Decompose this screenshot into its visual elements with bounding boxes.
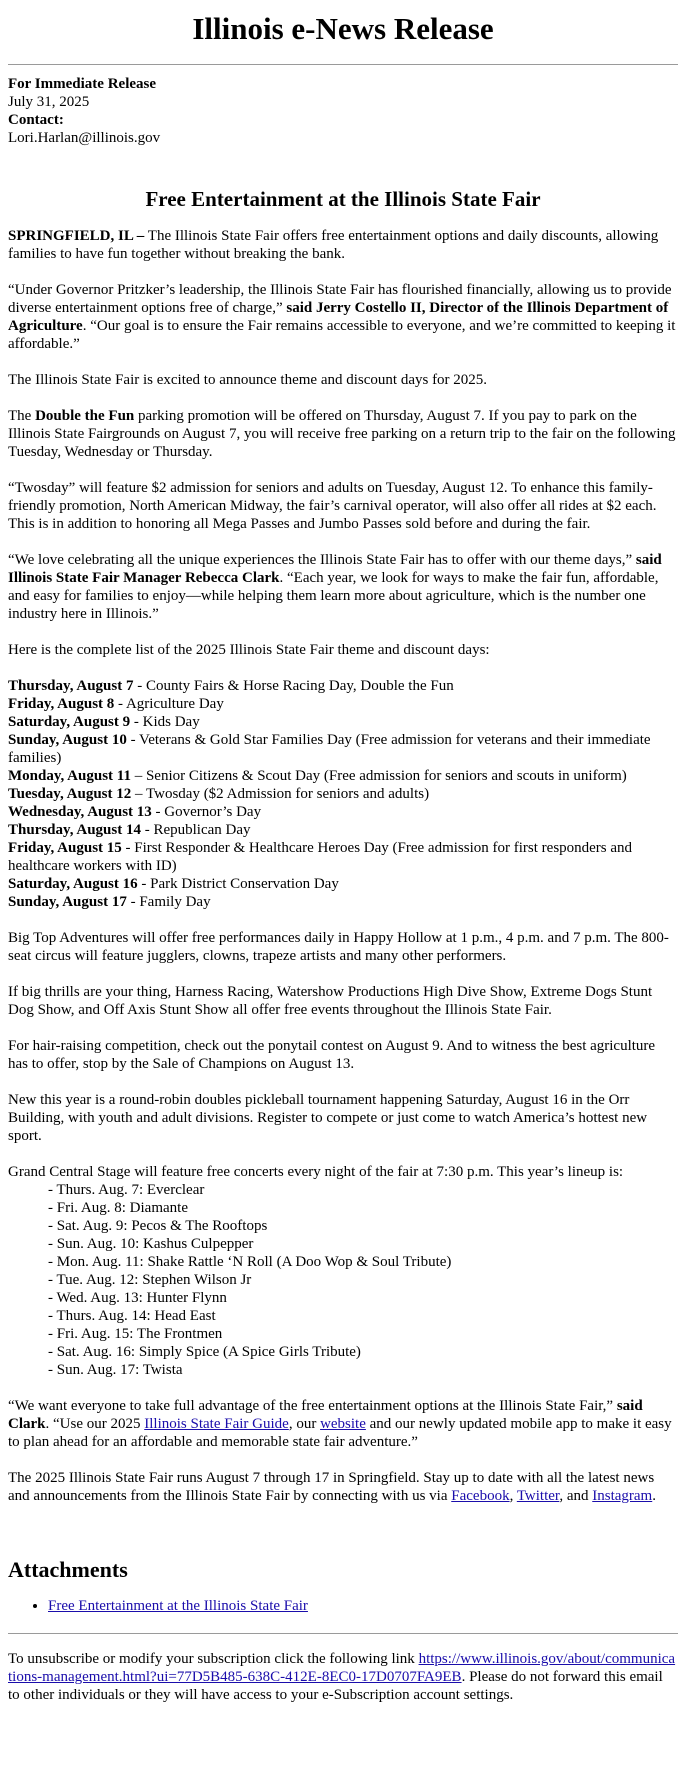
- list-item: Saturday, August 16 - Park District Conservation Day: [8, 876, 339, 892]
- paragraph-pickleball: New this year is a round-robin doubles pickleball tournament happening Saturday, August 16 in the Orr Building, with youth and adult divisions. Register to compete or just come to watch America’s hottest new sport.: [8, 1092, 648, 1144]
- title-divider: [8, 64, 678, 65]
- list-item: Wednesday, August 13 - Governor’s Day: [8, 804, 262, 820]
- instagram-link[interactable]: Instagram: [592, 1488, 653, 1504]
- unsubscribe-footer: To unsubscribe or modify your subscription click the following link https://www.illinois.gov/about/communications-management.html?ui=77D5B485-638C-412E-8EC0-17D0707FA9EB. Please do not forward this email to other individuals or they will have access to your e-Subscription account settings.: [8, 1651, 676, 1703]
- unsubscribe-link[interactable]: https://www.illinois.gov/about/communications-management.html?ui=77D5B485-638C-412E-8EC0-17D0707FA9EB: [8, 1651, 676, 1685]
- list-item: - Fri. Aug. 15: The Frontmen: [48, 1326, 223, 1342]
- contact-email: Lori.Harlan@illinois.gov: [8, 130, 161, 146]
- paragraph-double-the-fun: The Double the Fun parking promotion will be offered on Thursday, August 7. If you pay to park on the Illinois State Fairgrounds on August 7, you will receive free parking on a return trip to the fair on the following Tuesday, Wednesday or Thursday.: [8, 408, 676, 460]
- paragraph-costello-quote: “Under Governor Pritzker’s leadership, the Illinois State Fair has flourished financially, allowing us to provide diverse entertainment options free of charge,” said Jerry Costello II, Director of the Illinois Department of Agriculture. “Our goal is to ensure the Fair remains accessible to everyone, and we’re committed to keeping it affordable.”: [8, 282, 676, 352]
- list-item: Tuesday, August 12 – Twosday ($2 Admission for seniors and adults): [8, 786, 430, 802]
- paragraph-list-intro: Here is the complete list of the 2025 Illinois State Fair theme and discount days:: [8, 642, 490, 658]
- email-body: [0, 12, 686, 1724]
- fair-guide-link[interactable]: Illinois State Fair Guide: [144, 1416, 289, 1432]
- facebook-link[interactable]: Facebook: [451, 1488, 510, 1504]
- release-meta: [8, 75, 678, 147]
- list-item: Friday, August 15 - First Responder & Healthcare Heroes Day (Free admission for first responders and healthcare workers with ID): [8, 840, 633, 874]
- attachments-heading: Attachments: [8, 1557, 128, 1582]
- list-item: - Sun. Aug. 17: Twista: [48, 1362, 183, 1378]
- list-item: [48, 1597, 678, 1615]
- paragraph-theme-announce: The Illinois State Fair is excited to announce theme and discount days for 2025.: [8, 372, 488, 388]
- list-item: - Mon. Aug. 11: Shake Rattle ‘N Roll (A Doo Wop & Soul Tribute): [48, 1254, 452, 1270]
- list-item: Thursday, August 14 - Republican Day: [8, 822, 251, 838]
- list-item: - Sat. Aug. 16: Simply Spice (A Spice Girls Tribute): [48, 1344, 361, 1360]
- list-item: Saturday, August 9 - Kids Day: [8, 714, 200, 730]
- footer-divider: [8, 1633, 678, 1634]
- twitter-link[interactable]: Twitter: [516, 1488, 560, 1504]
- paragraph-clark-closing-quote: “We want everyone to take full advantage of the free entertainment options at the Illinois State Fair,” said Clark. “Use our 2025 Illinois State Fair Guide, our website and our newly updated mobile app to make it easy to plan ahead for an affordable and memorable state fair adventure.”: [8, 1398, 672, 1450]
- list-item: - Fri. Aug. 8: Diamante: [48, 1200, 188, 1216]
- list-item: - Wed. Aug. 13: Hunter Flynn: [48, 1290, 227, 1306]
- list-item: Sunday, August 17 - Family Day: [8, 894, 211, 910]
- quote-attribution: said Clark: [8, 1398, 643, 1432]
- release-date: July 31, 2025: [8, 94, 90, 110]
- paragraph-intro: SPRINGFIELD, IL – The Illinois State Fair offers free entertainment options and daily discounts, allowing families to have fun together without breaking the bank.: [8, 228, 659, 262]
- dateline: SPRINGFIELD, IL –: [8, 228, 145, 244]
- article-headline: Free Entertainment at the Illinois State Fair: [145, 187, 541, 211]
- paragraph-competition: For hair-raising competition, check out the ponytail contest on August 9. And to witness the best agriculture has to offer, stop by the Sale of Champions on August 13.: [8, 1038, 656, 1072]
- release-label: For Immediate Release: [8, 76, 157, 92]
- page-title: Illinois e-News Release: [192, 11, 494, 46]
- paragraph-clark-quote: “We love celebrating all the unique experiences the Illinois State Fair has to offer with our theme days,” said Illinois State Fair Manager Rebecca Clark. “Each year, we look for ways to make the fair fun, affordable, and easy for families to enjoy—while helping them learn more about agriculture, which is the number one industry here in Illinois.”: [8, 552, 662, 622]
- quote-attribution: said Jerry Costello II, Director of the Illinois Department of Agriculture: [8, 300, 669, 334]
- list-item: - Sat. Aug. 9: Pecos & The Rooftops: [48, 1218, 268, 1234]
- concert-lineup: [8, 1181, 678, 1379]
- list-item: Thursday, August 7 - County Fairs & Horse Racing Day, Double the Fun: [8, 678, 454, 694]
- list-item: - Tue. Aug. 12: Stephen Wilson Jr: [48, 1272, 252, 1288]
- list-item: - Thurs. Aug. 7: Everclear: [48, 1182, 205, 1198]
- list-item: - Sun. Aug. 10: Kashus Culpepper: [48, 1236, 254, 1252]
- paragraph-twosday: “Twosday” will feature $2 admission for seniors and adults on Tuesday, August 12. To enhance this family-friendly promotion, North American Midway, the fair’s carnival operator, will also offer all rides at $2 each. This is in addition to honoring all Mega Passes and Jumbo Passes sold before and during the fair.: [8, 480, 657, 532]
- theme-days-list: [8, 677, 678, 911]
- attachment-link[interactable]: Free Entertainment at the Illinois State Fair: [48, 1598, 308, 1614]
- paragraph-lineup-intro: Grand Central Stage will feature free concerts every night of the fair at 7:30 p.m. This year’s lineup is:: [8, 1164, 624, 1180]
- quote-attribution: said Illinois State Fair Manager Rebecca Clark: [8, 552, 662, 586]
- paragraph-social: The 2025 Illinois State Fair runs August 7 through 17 in Springfield. Stay up to date with all the latest news and announcements from the Illinois State Fair by connecting with us via Facebook, Twitter, and Instagram.: [8, 1470, 656, 1504]
- paragraph-big-thrills: If big thrills are your thing, Harness Racing, Watershow Productions High Dive Show, Extreme Dogs Stunt Dog Show, and Off Axis Stunt Show all offer free events throughout the Illinois State Fair.: [8, 984, 653, 1018]
- list-item: Monday, August 11 – Senior Citizens & Scout Day (Free admission for seniors and scouts in uniform): [8, 768, 627, 784]
- paragraph-big-top: Big Top Adventures will offer free performances daily in Happy Hollow at 1 p.m., 4 p.m. and 7 p.m. The 800-seat circus will feature jugglers, clowns, trapeze artists and many other performers.: [8, 930, 669, 964]
- list-item: - Thurs. Aug. 14: Head East: [48, 1308, 216, 1324]
- contact-label: Contact:: [8, 112, 64, 128]
- attachments-list: [8, 1597, 678, 1615]
- website-link[interactable]: website: [320, 1416, 366, 1432]
- list-item: Sunday, August 10 - Veterans & Gold Star Families Day (Free admission for veterans and their immediate families): [8, 732, 651, 766]
- list-item: Friday, August 8 - Agriculture Day: [8, 696, 224, 712]
